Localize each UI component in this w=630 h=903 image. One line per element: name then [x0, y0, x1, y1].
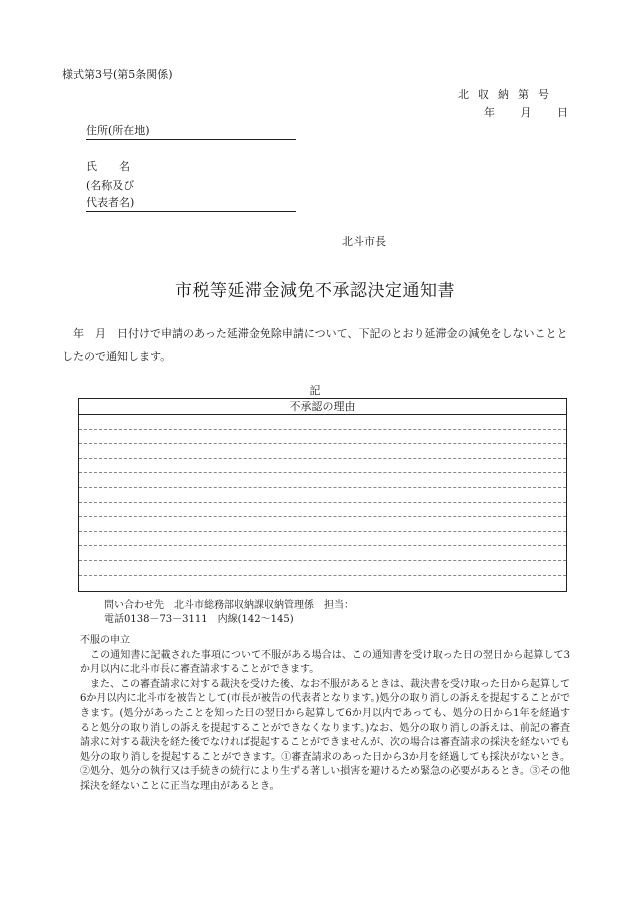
reason-line [79, 532, 566, 547]
name-field [86, 194, 296, 212]
document-number: 北収納第号 [458, 88, 558, 101]
address-label: 住所(所在地) [86, 124, 150, 137]
address-field [86, 122, 296, 140]
reason-line [79, 517, 566, 532]
reason-table [78, 398, 567, 592]
contact-line2: 電話0138－73－3111 内線(142～145) [104, 614, 294, 625]
reason-line [79, 459, 566, 474]
objection-paragraph-1: この通知書に記載された事項について不服がある場合は、この通知書を受け取った日の翌日から起算して3か月以内に北斗市長に審査請求することができます。 [80, 649, 570, 676]
body-text: 年 月 日付けで申請のあった延滞金免除申請について、下記のとおり延滞金の減免をしないこととしたので通知します。 [62, 327, 568, 363]
ki-heading: 記 [309, 384, 321, 397]
reason-line [79, 415, 566, 430]
objection-paragraph-2: また、この審査請求に対する裁決を受けた後、なお不服があるときは、裁決書を受け取った日から起算して6か月以内に北斗市を被告として(市長が被告の代表者となります。)処分の取り消しの訴えを提起することができます。(処分があったことを知った日の翌日から起算して6か月以内であっても、処分の日から1年を経過すると処分の取り消しの訴えを提起することができなくなります。)なお、処分の取り消しの訴えは、前記の審査請求に対する裁決を経た後でなければ提起することができませんが、次の場合は審査請求の採決を経ないでも処分の取り消しを提起することができます。①審査請求のあった日から3か月を経過しても採決がないとき。②処分、処分の執行又は手続きの続行により生ずる著しい損害を避けるため緊急の必要があるとき。③その他採決を経ないことに正当な理由があるとき。 [80, 678, 570, 792]
name-paren-line1: (名称及び [86, 179, 135, 192]
reason-line [79, 473, 566, 488]
name-label: 氏名 [86, 160, 152, 173]
reason-line [79, 576, 566, 591]
contact-line1: 問い合わせ先 北斗市総務部収納課収納管理係 担当： [104, 600, 354, 611]
objection-title: 不服の申立 [80, 635, 130, 646]
objection-section [80, 634, 570, 795]
name-paren-line2: 代表者名) [86, 196, 135, 209]
document-date: 年 月 日 [484, 106, 568, 119]
issuer: 北斗市長 [342, 235, 386, 248]
reason-line [79, 561, 566, 576]
reason-line [79, 546, 566, 561]
form-number: 様式第3号(第5条関係) [62, 68, 173, 81]
reason-line [79, 444, 566, 459]
reason-line [79, 503, 566, 518]
reason-line [79, 488, 566, 503]
reason-line [79, 430, 566, 445]
document-title: 市税等延滞金減免不承認決定通知書 [175, 281, 455, 301]
reason-table-header: 不承認の理由 [79, 399, 566, 415]
